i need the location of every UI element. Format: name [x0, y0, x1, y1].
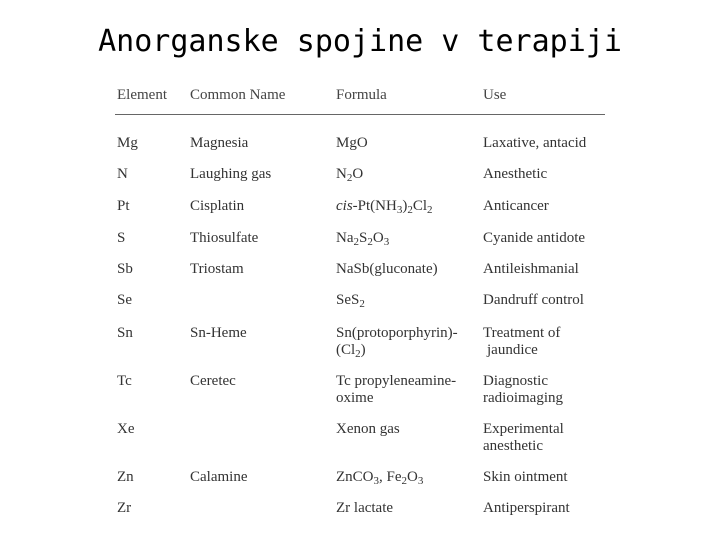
- cell-element: S: [117, 230, 126, 246]
- page-title: Anorganske spojine v terapiji: [98, 24, 622, 59]
- cell-use: Skin ointment: [483, 469, 568, 485]
- cell-use: Antiperspirant: [483, 500, 570, 516]
- cell-formula: Tc propyleneamine-: [336, 373, 457, 389]
- cell-name: Sn-Heme: [190, 325, 247, 341]
- header-element: Element: [117, 87, 167, 103]
- cell-use: Laxative, antacid: [483, 135, 587, 151]
- cell-use-cont: jaundice: [487, 342, 538, 358]
- cell-use-cont: radioimaging: [483, 390, 563, 406]
- cell-formula: Sn(protoporphyrin)-: [336, 325, 458, 341]
- cell-formula: $Na_2S_2O_3$: [336, 230, 390, 248]
- cell-element: Xe: [117, 421, 135, 437]
- cell-formula: SeS$_2$: [336, 292, 365, 310]
- cell-use: Anticancer: [483, 198, 549, 214]
- elements-table: [110, 80, 610, 530]
- cell-use: Diagnostic: [483, 373, 548, 389]
- cell-element: Zn: [117, 469, 134, 485]
- cell-formula: cis-$Pt(NH_3)_2Cl_2$: [336, 198, 433, 216]
- cell-element: Tc: [117, 373, 132, 389]
- cell-name: Magnesia: [190, 135, 249, 151]
- cell-name: Thiosulfate: [190, 230, 259, 246]
- cell-formula-cont: $(Cl_2)$: [336, 342, 366, 360]
- cell-use: Treatment of: [483, 325, 561, 341]
- header-common-name: Common Name: [190, 87, 286, 103]
- cell-name: Laughing gas: [190, 166, 272, 182]
- cell-use: Antileishmanial: [483, 261, 579, 277]
- cell-formula: Xenon gas: [336, 421, 400, 437]
- cell-name: Calamine: [190, 469, 248, 485]
- cell-element: Sn: [117, 325, 133, 341]
- cell-element: Mg: [117, 135, 138, 151]
- cell-use: Dandruff control: [483, 292, 584, 308]
- cell-element: N: [117, 166, 128, 182]
- header-formula: Formula: [336, 87, 387, 103]
- cell-use: Cyanide antidote: [483, 230, 586, 246]
- header-divider: [115, 114, 605, 115]
- cell-name: Cisplatin: [190, 198, 245, 214]
- cell-formula: ZnCO$_3$, $Fe_2O_3$: [336, 469, 424, 487]
- cell-element: Sb: [117, 261, 133, 277]
- header-use: Use: [483, 87, 507, 103]
- cell-name: Ceretec: [190, 373, 236, 389]
- cell-element: Zr: [117, 500, 132, 516]
- cell-formula: MgO: [336, 135, 368, 151]
- cell-use-cont: anesthetic: [483, 438, 543, 454]
- cell-use: Anesthetic: [483, 166, 548, 182]
- cell-formula: Zr lactate: [336, 500, 394, 516]
- cell-formula: $N_2O$: [336, 166, 364, 184]
- cell-use: Experimental: [483, 421, 564, 437]
- cell-name: Triostam: [190, 261, 244, 277]
- cell-element: Pt: [117, 198, 130, 214]
- cell-formula: NaSb(gluconate): [336, 261, 438, 277]
- cell-formula-cont: oxime: [336, 390, 374, 406]
- cell-element: Se: [117, 292, 132, 308]
